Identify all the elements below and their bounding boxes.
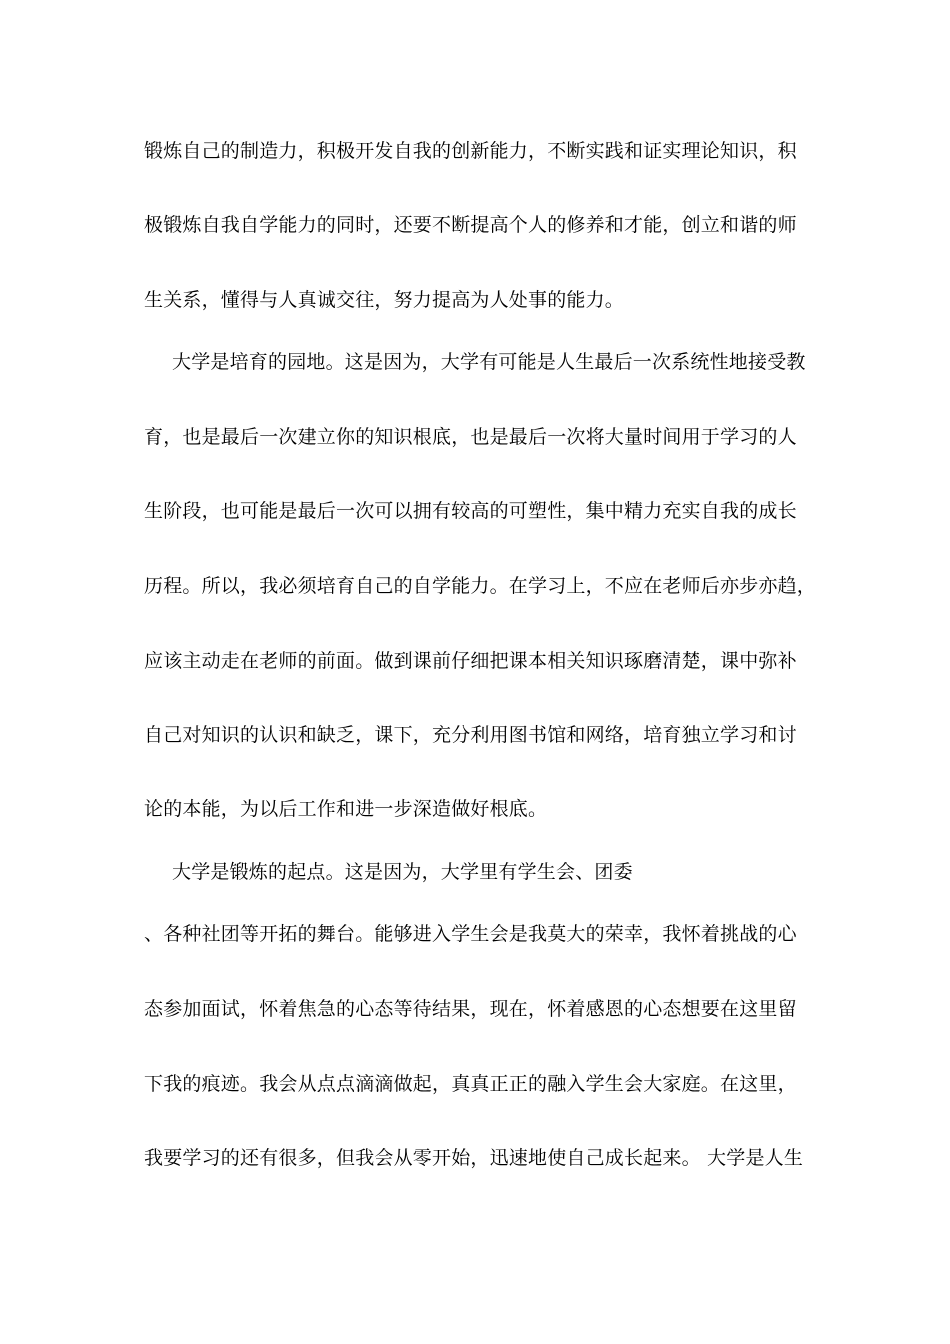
text-line: 生阶段，也可能是最后一次可以拥有较高的可塑性，集中精力充实自我的成长 (144, 500, 797, 522)
paragraph-start-line: 大学是培育的园地。这是因为，大学有可能是人生最后一次系统性地接受教 (172, 351, 806, 373)
text-line: 历程。所以，我必须培育自己的自学能力。在学习上，不应在老师后亦步亦趋， (144, 575, 817, 597)
paragraph-start-line: 大学是锻炼的起点。这是因为，大学里有学生会、团委 (172, 861, 633, 883)
text-line: 论的本能，为以后工作和进一步深造做好根底。 (144, 798, 548, 820)
text-line: 自己对知识的认识和缺乏，课下，充分利用图书馆和网络，培育独立学习和讨 (144, 724, 797, 746)
text-line: 生关系，懂得与人真诚交往，努力提高为人处事的能力。 (144, 289, 625, 311)
text-line: 极锻炼自我自学能力的同时，还要不断提高个人的修养和才能，创立和谐的师 (144, 214, 797, 236)
text-line: 、各种社团等开拓的舞台。能够进入学生会是我莫大的荣幸，我怀着挑战的心 (144, 923, 797, 945)
text-line: 下我的痕迹。我会从点点滴滴做起，真真正正的融入学生会大家庭。在这里， (144, 1073, 797, 1095)
text-line: 态参加面试，怀着焦急的心态等待结果，现在，怀着感恩的心态想要在这里留 (144, 998, 797, 1020)
text-line: 应该主动走在老师的前面。做到课前仔细把课本相关知识琢磨清楚，课中弥补 (144, 650, 797, 672)
text-line: 锻炼自己的制造力，积极开发自我的创新能力，不断实践和证实理论知识，积 (144, 140, 797, 162)
text-line: 我要学习的还有很多，但我会从零开始，迅速地使自己成长起来。 大学是人生 (144, 1147, 804, 1169)
text-line: 育，也是最后一次建立你的知识根底，也是最后一次将大量时间用于学习的人 (144, 426, 797, 448)
